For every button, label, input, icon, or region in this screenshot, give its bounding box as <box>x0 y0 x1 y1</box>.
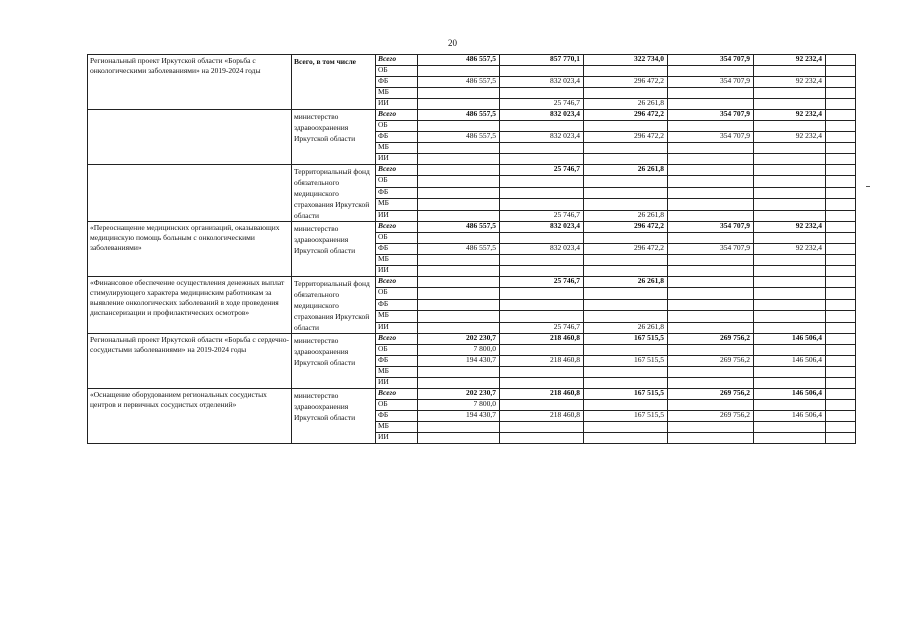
empty-cell <box>826 255 856 266</box>
empty-cell <box>826 378 856 389</box>
amount-cell: 832 023,4 <box>500 132 584 143</box>
amount-cell <box>754 199 826 210</box>
amount-cell <box>584 66 668 77</box>
amount-cell: 296 472,2 <box>584 77 668 88</box>
funding-source: МБ <box>376 199 418 210</box>
amount-cell <box>418 255 500 266</box>
amount-cell <box>500 66 584 77</box>
amount-cell <box>754 400 826 411</box>
amount-cell <box>668 378 754 389</box>
funding-source: ИИ <box>376 322 418 333</box>
amount-cell: 92 232,4 <box>754 110 826 121</box>
amount-cell <box>500 176 584 187</box>
amount-cell <box>418 143 500 154</box>
amount-cell <box>584 400 668 411</box>
amount-cell <box>668 400 754 411</box>
amount-cell: 7 800,0 <box>418 345 500 356</box>
funding-source: Всего <box>376 222 418 233</box>
amount-cell: 269 756,2 <box>668 356 754 367</box>
amount-cell: 26 261,8 <box>584 210 668 221</box>
amount-cell <box>668 233 754 244</box>
amount-cell: 146 506,4 <box>754 411 826 422</box>
amount-cell <box>754 210 826 221</box>
margin-mark <box>866 186 870 187</box>
funding-source: ОБ <box>376 66 418 77</box>
amount-cell: 194 430,7 <box>418 411 500 422</box>
amount-cell: 26 261,8 <box>584 165 668 176</box>
funding-source: ФБ <box>376 356 418 367</box>
funding-source: ФБ <box>376 411 418 422</box>
amount-cell <box>754 322 826 333</box>
amount-cell: 202 230,7 <box>418 334 500 345</box>
amount-cell <box>418 187 500 198</box>
amount-cell: 354 707,9 <box>668 132 754 143</box>
amount-cell <box>584 255 668 266</box>
funding-source: МБ <box>376 143 418 154</box>
amount-cell <box>668 367 754 378</box>
measure-description: Региональный проект Иркутской области «Борьба с сердечно-сосудистыми заболеваниями» на 2019-2024 годы <box>88 334 292 389</box>
amount-cell: 92 232,4 <box>754 132 826 143</box>
funding-source: ОБ <box>376 176 418 187</box>
amount-cell: 857 770,1 <box>500 55 584 66</box>
amount-cell <box>418 311 500 322</box>
amount-cell: 269 756,2 <box>668 334 754 345</box>
table-row <box>88 334 856 345</box>
amount-cell: 146 506,4 <box>754 356 826 367</box>
amount-cell <box>754 433 826 444</box>
table-body <box>88 55 856 444</box>
amount-cell <box>418 233 500 244</box>
empty-cell <box>826 55 856 66</box>
table-row <box>88 55 856 66</box>
funding-source: Всего <box>376 55 418 66</box>
funding-source: МБ <box>376 422 418 433</box>
amount-cell <box>754 345 826 356</box>
amount-cell <box>418 277 500 288</box>
funding-source: МБ <box>376 88 418 99</box>
amount-cell <box>500 121 584 132</box>
table-row <box>88 165 856 176</box>
funding-source: ФБ <box>376 77 418 88</box>
empty-cell <box>826 266 856 277</box>
amount-cell <box>418 88 500 99</box>
responsible-executor: министерство здравоохранения Иркутской области <box>292 334 376 389</box>
amount-cell <box>754 422 826 433</box>
amount-cell: 167 515,5 <box>584 334 668 345</box>
amount-cell <box>418 176 500 187</box>
amount-cell: 146 506,4 <box>754 389 826 400</box>
amount-cell <box>668 322 754 333</box>
amount-cell <box>584 345 668 356</box>
funding-source: ОБ <box>376 121 418 132</box>
amount-cell: 92 232,4 <box>754 244 826 255</box>
empty-cell <box>826 222 856 233</box>
amount-cell <box>754 165 826 176</box>
empty-cell <box>826 110 856 121</box>
funding-source: ОБ <box>376 233 418 244</box>
empty-cell <box>826 288 856 299</box>
amount-cell <box>584 299 668 310</box>
amount-cell <box>668 66 754 77</box>
amount-cell <box>584 266 668 277</box>
amount-cell: 25 746,7 <box>500 322 584 333</box>
amount-cell <box>754 143 826 154</box>
amount-cell <box>754 277 826 288</box>
amount-cell: 7 800,0 <box>418 400 500 411</box>
funding-source: ИИ <box>376 210 418 221</box>
amount-cell <box>754 88 826 99</box>
amount-cell <box>418 210 500 221</box>
funding-source: МБ <box>376 367 418 378</box>
amount-cell <box>668 88 754 99</box>
amount-cell <box>500 433 584 444</box>
empty-cell <box>826 334 856 345</box>
empty-cell <box>826 433 856 444</box>
amount-cell <box>668 288 754 299</box>
empty-cell <box>826 187 856 198</box>
funding-source: Всего <box>376 389 418 400</box>
empty-cell <box>826 199 856 210</box>
empty-cell <box>826 132 856 143</box>
empty-cell <box>826 165 856 176</box>
amount-cell: 296 472,2 <box>584 132 668 143</box>
responsible-executor: Всего, в том числе <box>292 55 376 110</box>
funding-source: ИИ <box>376 266 418 277</box>
page-number: 20 <box>448 38 457 48</box>
amount-cell: 146 506,4 <box>754 334 826 345</box>
amount-cell <box>754 187 826 198</box>
amount-cell: 832 023,4 <box>500 77 584 88</box>
funding-source: ФБ <box>376 299 418 310</box>
amount-cell: 322 734,0 <box>584 55 668 66</box>
amount-cell <box>418 322 500 333</box>
empty-cell <box>826 154 856 165</box>
amount-cell: 26 261,8 <box>584 99 668 110</box>
amount-cell: 296 472,2 <box>584 110 668 121</box>
amount-cell <box>500 345 584 356</box>
amount-cell <box>584 154 668 165</box>
amount-cell: 354 707,9 <box>668 244 754 255</box>
empty-cell <box>826 367 856 378</box>
amount-cell <box>418 299 500 310</box>
amount-cell <box>584 311 668 322</box>
empty-cell <box>826 389 856 400</box>
funding-source: Всего <box>376 165 418 176</box>
amount-cell: 354 707,9 <box>668 222 754 233</box>
amount-cell: 25 746,7 <box>500 277 584 288</box>
amount-cell: 25 746,7 <box>500 99 584 110</box>
empty-cell <box>826 322 856 333</box>
amount-cell: 486 557,5 <box>418 222 500 233</box>
empty-cell <box>826 277 856 288</box>
amount-cell <box>754 176 826 187</box>
empty-cell <box>826 210 856 221</box>
amount-cell <box>754 121 826 132</box>
empty-cell <box>826 143 856 154</box>
amount-cell <box>668 154 754 165</box>
empty-cell <box>826 411 856 422</box>
responsible-executor: министерство здравоохранения Иркутской области <box>292 222 376 277</box>
empty-cell <box>826 233 856 244</box>
amount-cell: 92 232,4 <box>754 77 826 88</box>
amount-cell: 92 232,4 <box>754 55 826 66</box>
empty-cell <box>826 311 856 322</box>
amount-cell: 354 707,9 <box>668 77 754 88</box>
amount-cell <box>418 199 500 210</box>
funding-source: ФБ <box>376 187 418 198</box>
amount-cell <box>418 422 500 433</box>
responsible-executor: министерство здравоохранения Иркутской области <box>292 110 376 165</box>
amount-cell: 832 023,4 <box>500 222 584 233</box>
amount-cell: 202 230,7 <box>418 389 500 400</box>
amount-cell: 26 261,8 <box>584 277 668 288</box>
amount-cell <box>418 165 500 176</box>
amount-cell <box>754 266 826 277</box>
amount-cell <box>418 66 500 77</box>
amount-cell: 269 756,2 <box>668 411 754 422</box>
measure-description <box>88 165 292 222</box>
empty-cell <box>826 345 856 356</box>
amount-cell <box>668 266 754 277</box>
amount-cell <box>500 266 584 277</box>
amount-cell <box>500 199 584 210</box>
funding-source: ИИ <box>376 378 418 389</box>
amount-cell <box>500 288 584 299</box>
empty-cell <box>826 176 856 187</box>
empty-cell <box>826 88 856 99</box>
amount-cell <box>500 143 584 154</box>
amount-cell: 832 023,4 <box>500 244 584 255</box>
amount-cell <box>754 311 826 322</box>
amount-cell <box>418 99 500 110</box>
amount-cell <box>668 422 754 433</box>
amount-cell: 486 557,5 <box>418 110 500 121</box>
amount-cell: 26 261,8 <box>584 322 668 333</box>
amount-cell: 218 460,8 <box>500 389 584 400</box>
amount-cell: 167 515,5 <box>584 389 668 400</box>
amount-cell: 486 557,5 <box>418 55 500 66</box>
amount-cell <box>668 165 754 176</box>
funding-source: ИИ <box>376 99 418 110</box>
amount-cell <box>754 378 826 389</box>
amount-cell: 218 460,8 <box>500 411 584 422</box>
amount-cell <box>668 433 754 444</box>
amount-cell <box>584 288 668 299</box>
amount-cell <box>500 400 584 411</box>
amount-cell <box>500 255 584 266</box>
amount-cell <box>584 233 668 244</box>
amount-cell <box>500 299 584 310</box>
amount-cell <box>418 367 500 378</box>
amount-cell <box>668 311 754 322</box>
amount-cell <box>418 266 500 277</box>
empty-cell <box>826 66 856 77</box>
funding-source: ОБ <box>376 400 418 411</box>
amount-cell <box>584 199 668 210</box>
amount-cell <box>584 187 668 198</box>
amount-cell <box>668 187 754 198</box>
amount-cell <box>584 422 668 433</box>
amount-cell <box>418 433 500 444</box>
amount-cell <box>584 88 668 99</box>
amount-cell <box>668 210 754 221</box>
amount-cell <box>500 233 584 244</box>
amount-cell: 194 430,7 <box>418 356 500 367</box>
amount-cell: 167 515,5 <box>584 411 668 422</box>
funding-source: ИИ <box>376 154 418 165</box>
amount-cell <box>754 367 826 378</box>
funding-source: МБ <box>376 255 418 266</box>
empty-cell <box>826 99 856 110</box>
amount-cell <box>500 367 584 378</box>
responsible-executor: министерство здравоохранения Иркутской области <box>292 389 376 444</box>
amount-cell: 296 472,2 <box>584 244 668 255</box>
amount-cell <box>668 99 754 110</box>
amount-cell <box>668 299 754 310</box>
responsible-executor: Территориальный фонд обязательного медицинского страхования Иркутской области <box>292 165 376 222</box>
measure-description: «Финансовое обеспечение осуществления денежных выплат стимулирующего характера медицинским работникам за выявление онкологических заболеваний в ходе проведения диспансеризации и профилактических осмотров» <box>88 277 292 334</box>
funding-source: Всего <box>376 334 418 345</box>
amount-cell <box>668 176 754 187</box>
amount-cell <box>668 143 754 154</box>
amount-cell <box>584 176 668 187</box>
funding-source: Всего <box>376 110 418 121</box>
amount-cell <box>500 154 584 165</box>
amount-cell <box>500 187 584 198</box>
empty-cell <box>826 77 856 88</box>
amount-cell <box>754 233 826 244</box>
amount-cell <box>754 288 826 299</box>
amount-cell: 354 707,9 <box>668 55 754 66</box>
amount-cell <box>500 378 584 389</box>
table-row <box>88 277 856 288</box>
amount-cell: 354 707,9 <box>668 110 754 121</box>
amount-cell <box>418 121 500 132</box>
amount-cell: 296 472,2 <box>584 222 668 233</box>
amount-cell <box>668 121 754 132</box>
amount-cell <box>584 367 668 378</box>
funding-source: ОБ <box>376 288 418 299</box>
funding-source: ИИ <box>376 433 418 444</box>
measure-description: «Оснащение оборудованием региональных сосудистых центров и первичных сосудистых отделений» <box>88 389 292 444</box>
amount-cell: 269 756,2 <box>668 389 754 400</box>
table-row <box>88 110 856 121</box>
amount-cell <box>754 99 826 110</box>
amount-cell <box>668 277 754 288</box>
amount-cell <box>668 345 754 356</box>
empty-cell <box>826 400 856 411</box>
amount-cell <box>668 255 754 266</box>
responsible-executor: Территориальный фонд обязательного медицинского страхования Иркутской области <box>292 277 376 334</box>
amount-cell <box>584 143 668 154</box>
amount-cell <box>418 154 500 165</box>
funding-source: ФБ <box>376 132 418 143</box>
amount-cell: 218 460,8 <box>500 356 584 367</box>
amount-cell <box>754 66 826 77</box>
empty-cell <box>826 244 856 255</box>
empty-cell <box>826 356 856 367</box>
amount-cell <box>418 288 500 299</box>
table-row <box>88 389 856 400</box>
measure-description: Региональный проект Иркутской области «Борьба с онкологическими заболеваниями» на 2019-2024 годы <box>88 55 292 110</box>
amount-cell: 167 515,5 <box>584 356 668 367</box>
funding-source: МБ <box>376 311 418 322</box>
amount-cell <box>754 154 826 165</box>
amount-cell <box>584 121 668 132</box>
table-row <box>88 222 856 233</box>
amount-cell: 486 557,5 <box>418 77 500 88</box>
measure-description: «Переоснащение медицинских организаций, оказывающих медицинскую помощь больным с онкологическими заболеваниями» <box>88 222 292 277</box>
amount-cell <box>584 433 668 444</box>
funding-source: ОБ <box>376 345 418 356</box>
amount-cell <box>668 199 754 210</box>
amount-cell <box>754 255 826 266</box>
amount-cell <box>754 299 826 310</box>
amount-cell <box>500 311 584 322</box>
amount-cell <box>500 422 584 433</box>
amount-cell <box>418 378 500 389</box>
measure-description <box>88 110 292 165</box>
amount-cell: 92 232,4 <box>754 222 826 233</box>
amount-cell <box>584 378 668 389</box>
amount-cell: 25 746,7 <box>500 165 584 176</box>
empty-cell <box>826 299 856 310</box>
funding-source: ФБ <box>376 244 418 255</box>
amount-cell: 832 023,4 <box>500 110 584 121</box>
empty-cell <box>826 422 856 433</box>
amount-cell: 25 746,7 <box>500 210 584 221</box>
amount-cell <box>500 88 584 99</box>
amount-cell: 486 557,5 <box>418 132 500 143</box>
funding-source: Всего <box>376 277 418 288</box>
empty-cell <box>826 121 856 132</box>
amount-cell: 486 557,5 <box>418 244 500 255</box>
amount-cell: 218 460,8 <box>500 334 584 345</box>
budget-table <box>87 54 856 444</box>
